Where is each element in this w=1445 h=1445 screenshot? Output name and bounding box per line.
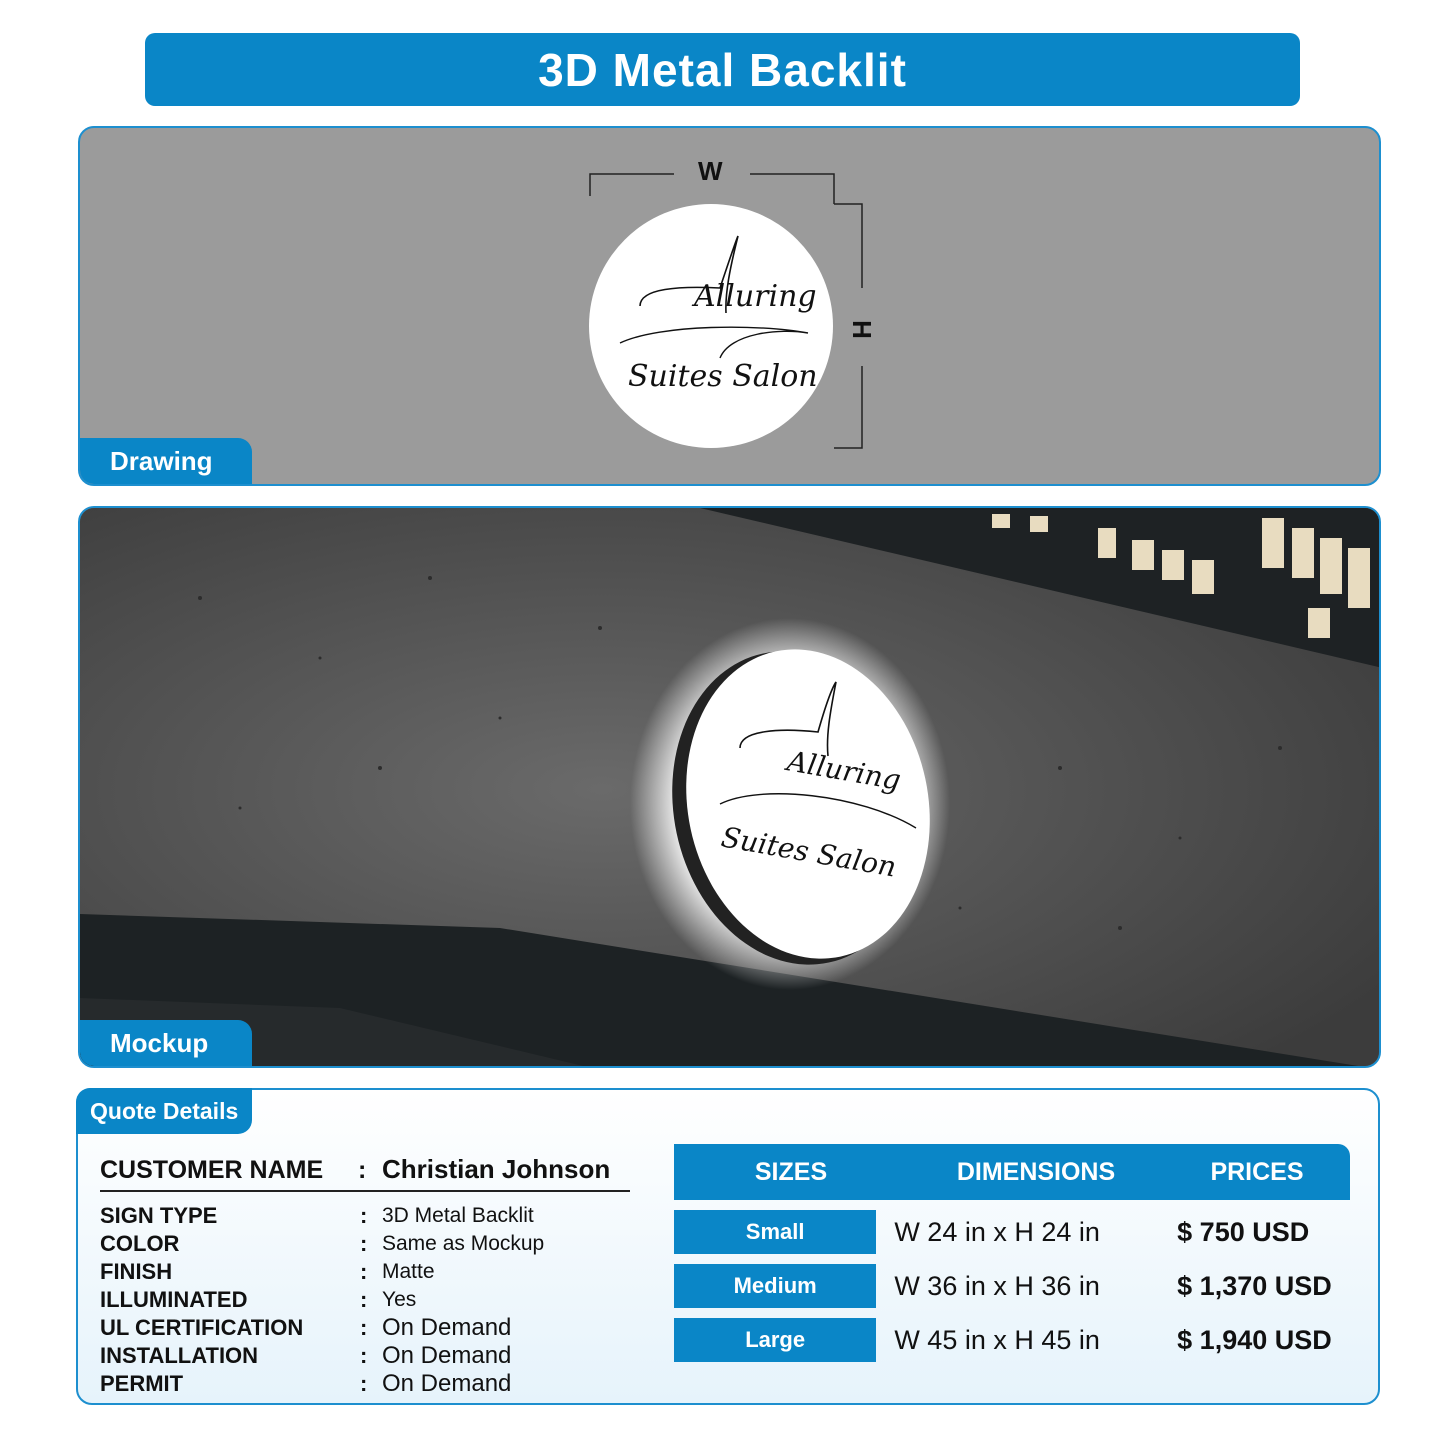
price-row-large <box>674 1318 1350 1362</box>
dimensions-value: W 45 in x H 45 in <box>894 1324 1100 1355</box>
spec-label: PERMIT <box>100 1371 184 1396</box>
colon: : <box>360 1287 368 1312</box>
colon: : <box>360 1315 368 1340</box>
mockup-svg <box>80 508 1381 1068</box>
price-table-header <box>674 1144 1350 1200</box>
mockup-label: Mockup <box>80 1020 252 1066</box>
quote-details <box>76 1088 1380 1405</box>
header-prices: PRICES <box>1210 1157 1304 1186</box>
colon: : <box>360 1231 368 1256</box>
quote-details-tab: Quote Details <box>76 1088 252 1134</box>
spec-row <box>100 1202 630 1230</box>
spec-value: On Demand <box>382 1370 512 1397</box>
colon: : <box>360 1371 368 1396</box>
spec-value: 3D Metal Backlit <box>382 1204 534 1227</box>
price-value: $ 1,940 USD <box>1177 1324 1332 1355</box>
width-dimension-line-right <box>750 174 834 204</box>
spec-label: UL CERTIFICATION <box>100 1315 304 1340</box>
customer-name-value: Christian Johnson <box>382 1154 611 1184</box>
size-badge: Medium <box>674 1264 876 1308</box>
header-sizes: SIZES <box>754 1157 828 1186</box>
colon: : <box>360 1259 368 1284</box>
header-dimensions: DIMENSIONS <box>956 1157 1116 1186</box>
spec-value: Matte <box>382 1260 435 1283</box>
spec-value: On Demand <box>382 1342 512 1369</box>
spec-value: Yes <box>382 1288 417 1311</box>
height-dimension-line-bottom <box>834 366 862 448</box>
spec-row <box>100 1258 630 1286</box>
customer-info <box>100 1154 630 1398</box>
drawing-panel <box>78 126 1381 486</box>
spec-row <box>100 1286 630 1314</box>
colon: : <box>360 1343 368 1368</box>
spec-row <box>100 1314 630 1342</box>
spec-row <box>100 1370 630 1398</box>
width-dimension-line <box>590 174 674 196</box>
spec-label: FINISH <box>100 1259 173 1284</box>
mockup-panel <box>78 506 1381 1068</box>
spec-value: On Demand <box>382 1314 512 1341</box>
dimensions-value: W 24 in x H 24 in <box>894 1216 1100 1247</box>
mockup-logo-line2: Suites Salon <box>718 820 899 884</box>
logo-line2: Suites Salon <box>628 359 818 394</box>
colon: : <box>360 1203 368 1228</box>
size-badge: Large <box>674 1318 876 1362</box>
height-dimension-line <box>834 204 862 288</box>
price-row-medium <box>674 1264 1350 1308</box>
price-table <box>674 1144 1350 1362</box>
drawing-label: Drawing <box>80 438 252 484</box>
size-badge: Small <box>674 1210 876 1254</box>
drawing-svg <box>80 128 1381 486</box>
price-value: $ 750 USD <box>1177 1216 1310 1247</box>
customer-name-row <box>100 1154 630 1192</box>
width-label: W <box>698 156 723 186</box>
height-label: H <box>846 320 877 339</box>
customer-name-label: CUSTOMER NAME <box>100 1156 324 1184</box>
price-row-small <box>674 1210 1350 1254</box>
spec-label: COLOR <box>100 1231 180 1256</box>
colon: : <box>358 1156 367 1184</box>
price-value: $ 1,370 USD <box>1177 1270 1332 1301</box>
spec-list <box>100 1202 630 1398</box>
spec-row <box>100 1342 630 1370</box>
spec-label: INSTALLATION <box>100 1343 259 1368</box>
sign-circle <box>589 204 833 448</box>
page-title: 3D Metal Backlit <box>145 33 1300 106</box>
dimensions-value: W 36 in x H 36 in <box>894 1270 1100 1301</box>
mockup-logo-line1: Alluring <box>784 744 904 797</box>
logo-line1: Alluring <box>694 279 817 314</box>
spec-label: SIGN TYPE <box>100 1203 218 1228</box>
spec-label: ILLUMINATED <box>100 1287 248 1312</box>
spec-value: Same as Mockup <box>382 1232 545 1255</box>
spec-row <box>100 1230 630 1258</box>
